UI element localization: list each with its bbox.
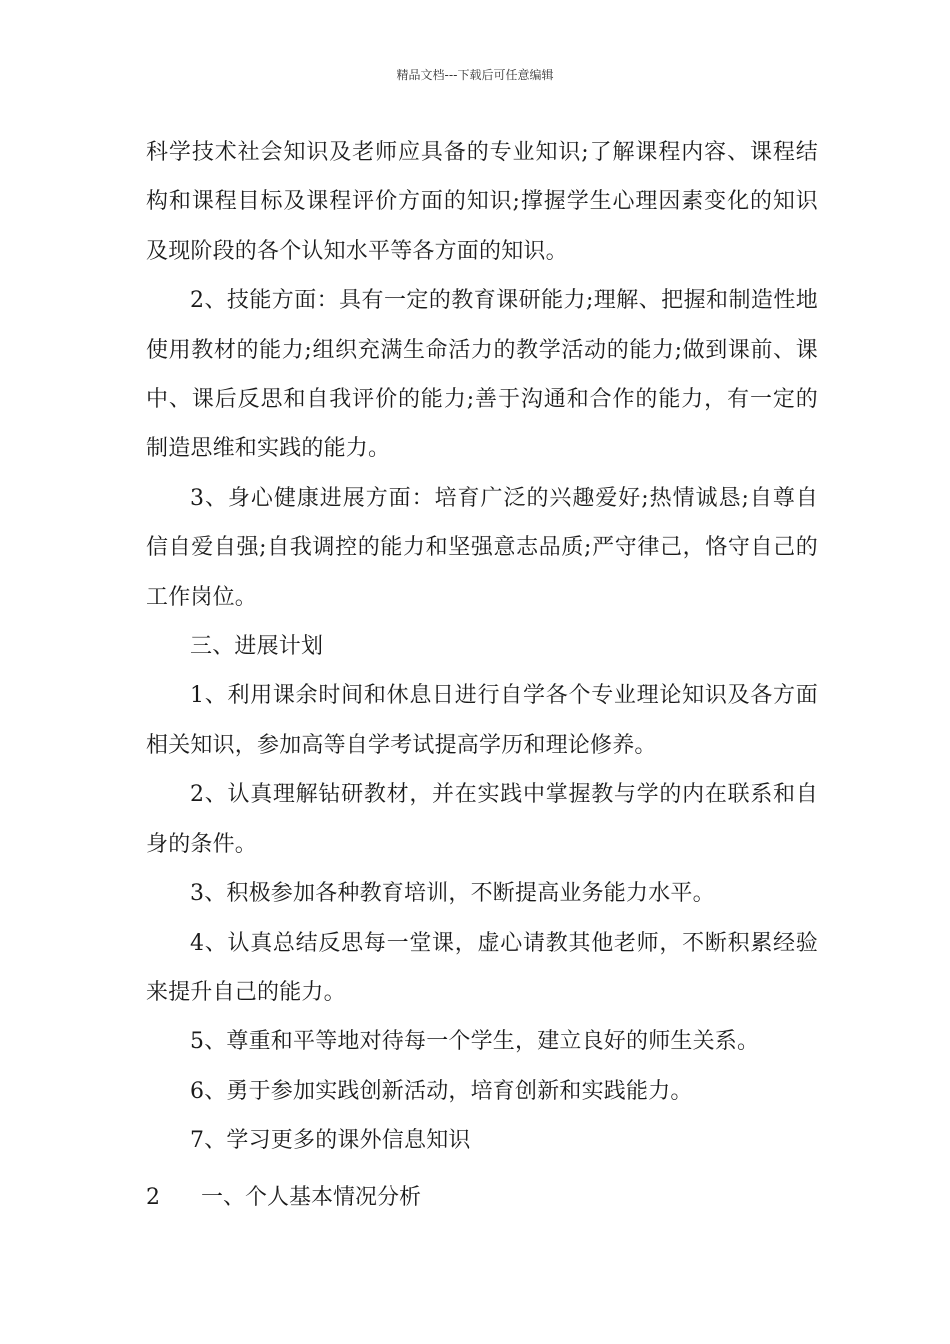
paragraph-skills: 2、技能方面：具有一定的教育课研能力;理解、把握和制造性地使用教材的能力;组织充满生命活力的教学活动的能力;做到课前、课中、课后反思和自我评价的能力;善于沟通和合作的能力，有一定的制造思维和实践的能力。: [146, 288, 818, 462]
paragraph-knowledge-continued: 科学技术社会知识及老师应具备的专业知识;了解课程内容、课程结构和课程目标及课程评价方面的知识;撑握学生心理因素变化的知识及现阶段的各个认知水平等各方面的知识。: [146, 140, 818, 264]
section-number: 2: [146, 1185, 160, 1210]
section-title: 一、个人基本情况分析: [201, 1185, 422, 1210]
section-heading-plan: 三、进展计划: [190, 634, 324, 660]
page-header: 精品文档---下载后可任意编辑: [396, 68, 554, 82]
plan-item-7: 7、学习更多的课外信息知识: [190, 1128, 471, 1154]
paragraph-health: 3、身心健康进展方面：培育广泛的兴趣爱好;热情诚恳;自尊自信自爱自强;自我调控的能力和坚强意志品质;严守律己，恪守自己的工作岗位。: [146, 485, 818, 610]
plan-item-4: 4、认真总结反思每一堂课，虚心请教其他老师，不断积累经验来提升自己的能力。: [146, 930, 818, 1005]
plan-item-2: 2、认真理解钻研教材，并在实践中掌握教与学的内在联系和自身的条件。: [146, 782, 818, 857]
document-body: [146, 128, 818, 1166]
plan-item-5: 5、尊重和平等地对待每一个学生，建立良好的师生关系。: [190, 1029, 760, 1055]
next-section-heading: [146, 1173, 421, 1222]
plan-item-3: 3、积极参加各种教育培训，不断提高业务能力水平。: [190, 881, 715, 907]
plan-item-1: 1、利用课余时间和休息日进行自学各个专业理论知识及各方面相关知识，参加高等自学考试提高学历和理论修养。: [146, 683, 818, 758]
plan-item-6: 6、勇于参加实践创新活动，培育创新和实践能力。: [190, 1078, 693, 1104]
